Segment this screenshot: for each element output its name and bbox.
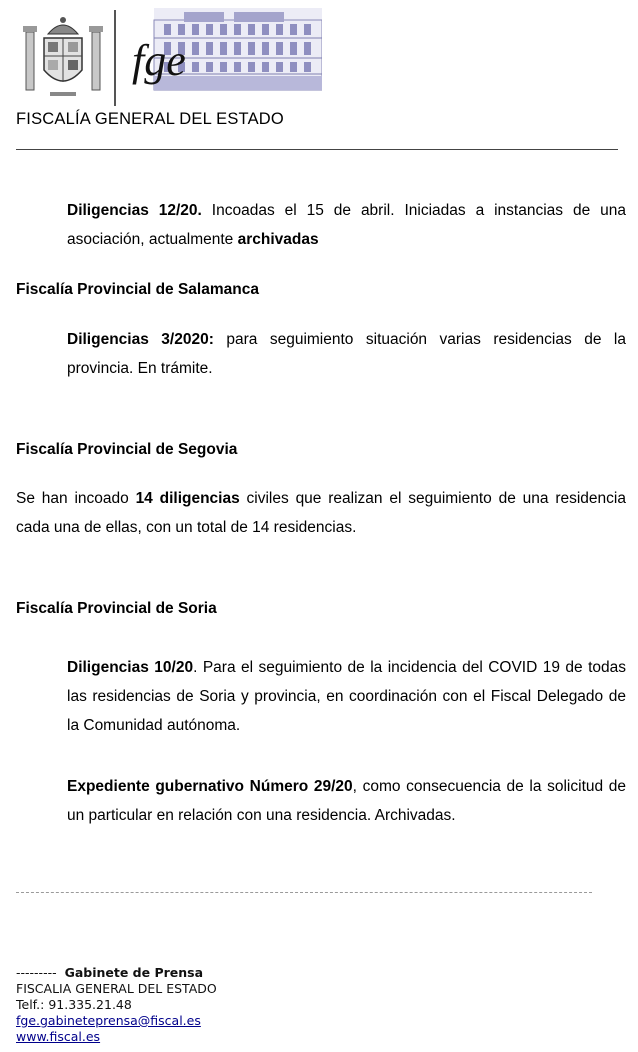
footer-phone: Telf.: 91.335.21.48	[16, 997, 132, 1012]
footer-email-link[interactable]: fge.gabineteprensa@fiscal.es	[16, 1013, 201, 1028]
footer-separator	[16, 892, 592, 893]
footer-press-label: Gabinete de Prensa	[64, 965, 204, 980]
paragraph-diligencias-10-20: Diligencias 10/20. Para el seguimiento de la incidencia del COVID 19 de todas las residencias de Soria y provincia, en coordinación con el Fiscal Delegado de la Comunidad autónoma.	[67, 659, 627, 734]
paragraph-diligencias-3-2020: Diligencias 3/2020: para seguimiento situación varias residencias de la provincia. En trámite.	[67, 331, 626, 377]
header-divider-vertical	[114, 10, 116, 106]
footer-web-link[interactable]: www.fiscal.es	[16, 1029, 101, 1044]
footer-press-line: --------- Gabinete de Prensa	[16, 965, 204, 980]
heading-soria: Fiscalía Provincial de Soria	[16, 600, 217, 617]
header-rule	[16, 149, 618, 150]
paragraph-diligencias-12-20: Diligencias 12/20. Incoadas el 15 de abril. Iniciadas a instancias de una asociación, actualmente archivadas	[67, 202, 626, 248]
heading-segovia: Fiscalía Provincial de Segovia	[16, 441, 238, 458]
footer-org: FISCALIA GENERAL DEL ESTADO	[16, 981, 217, 996]
coat-of-arms-logo	[20, 12, 106, 100]
paragraph-segovia: Se han incoado 14 diligencias civiles que realizan el seguimiento de una residencia cada una de ellas, con un total de 14 residencias.	[16, 490, 626, 536]
paragraph-expediente-29-20: Expediente gubernativo Número 29/20, como consecuencia de la solicitud de un particular en relación con una residencia. Archivadas.	[67, 778, 626, 824]
footer-contact	[16, 965, 416, 1045]
header-org-name: FISCALÍA GENERAL DEL ESTADO	[16, 110, 284, 128]
fge-logo	[124, 8, 322, 106]
heading-salamanca: Fiscalía Provincial de Salamanca	[16, 281, 259, 298]
fge-logo-text: fge	[132, 36, 186, 85]
